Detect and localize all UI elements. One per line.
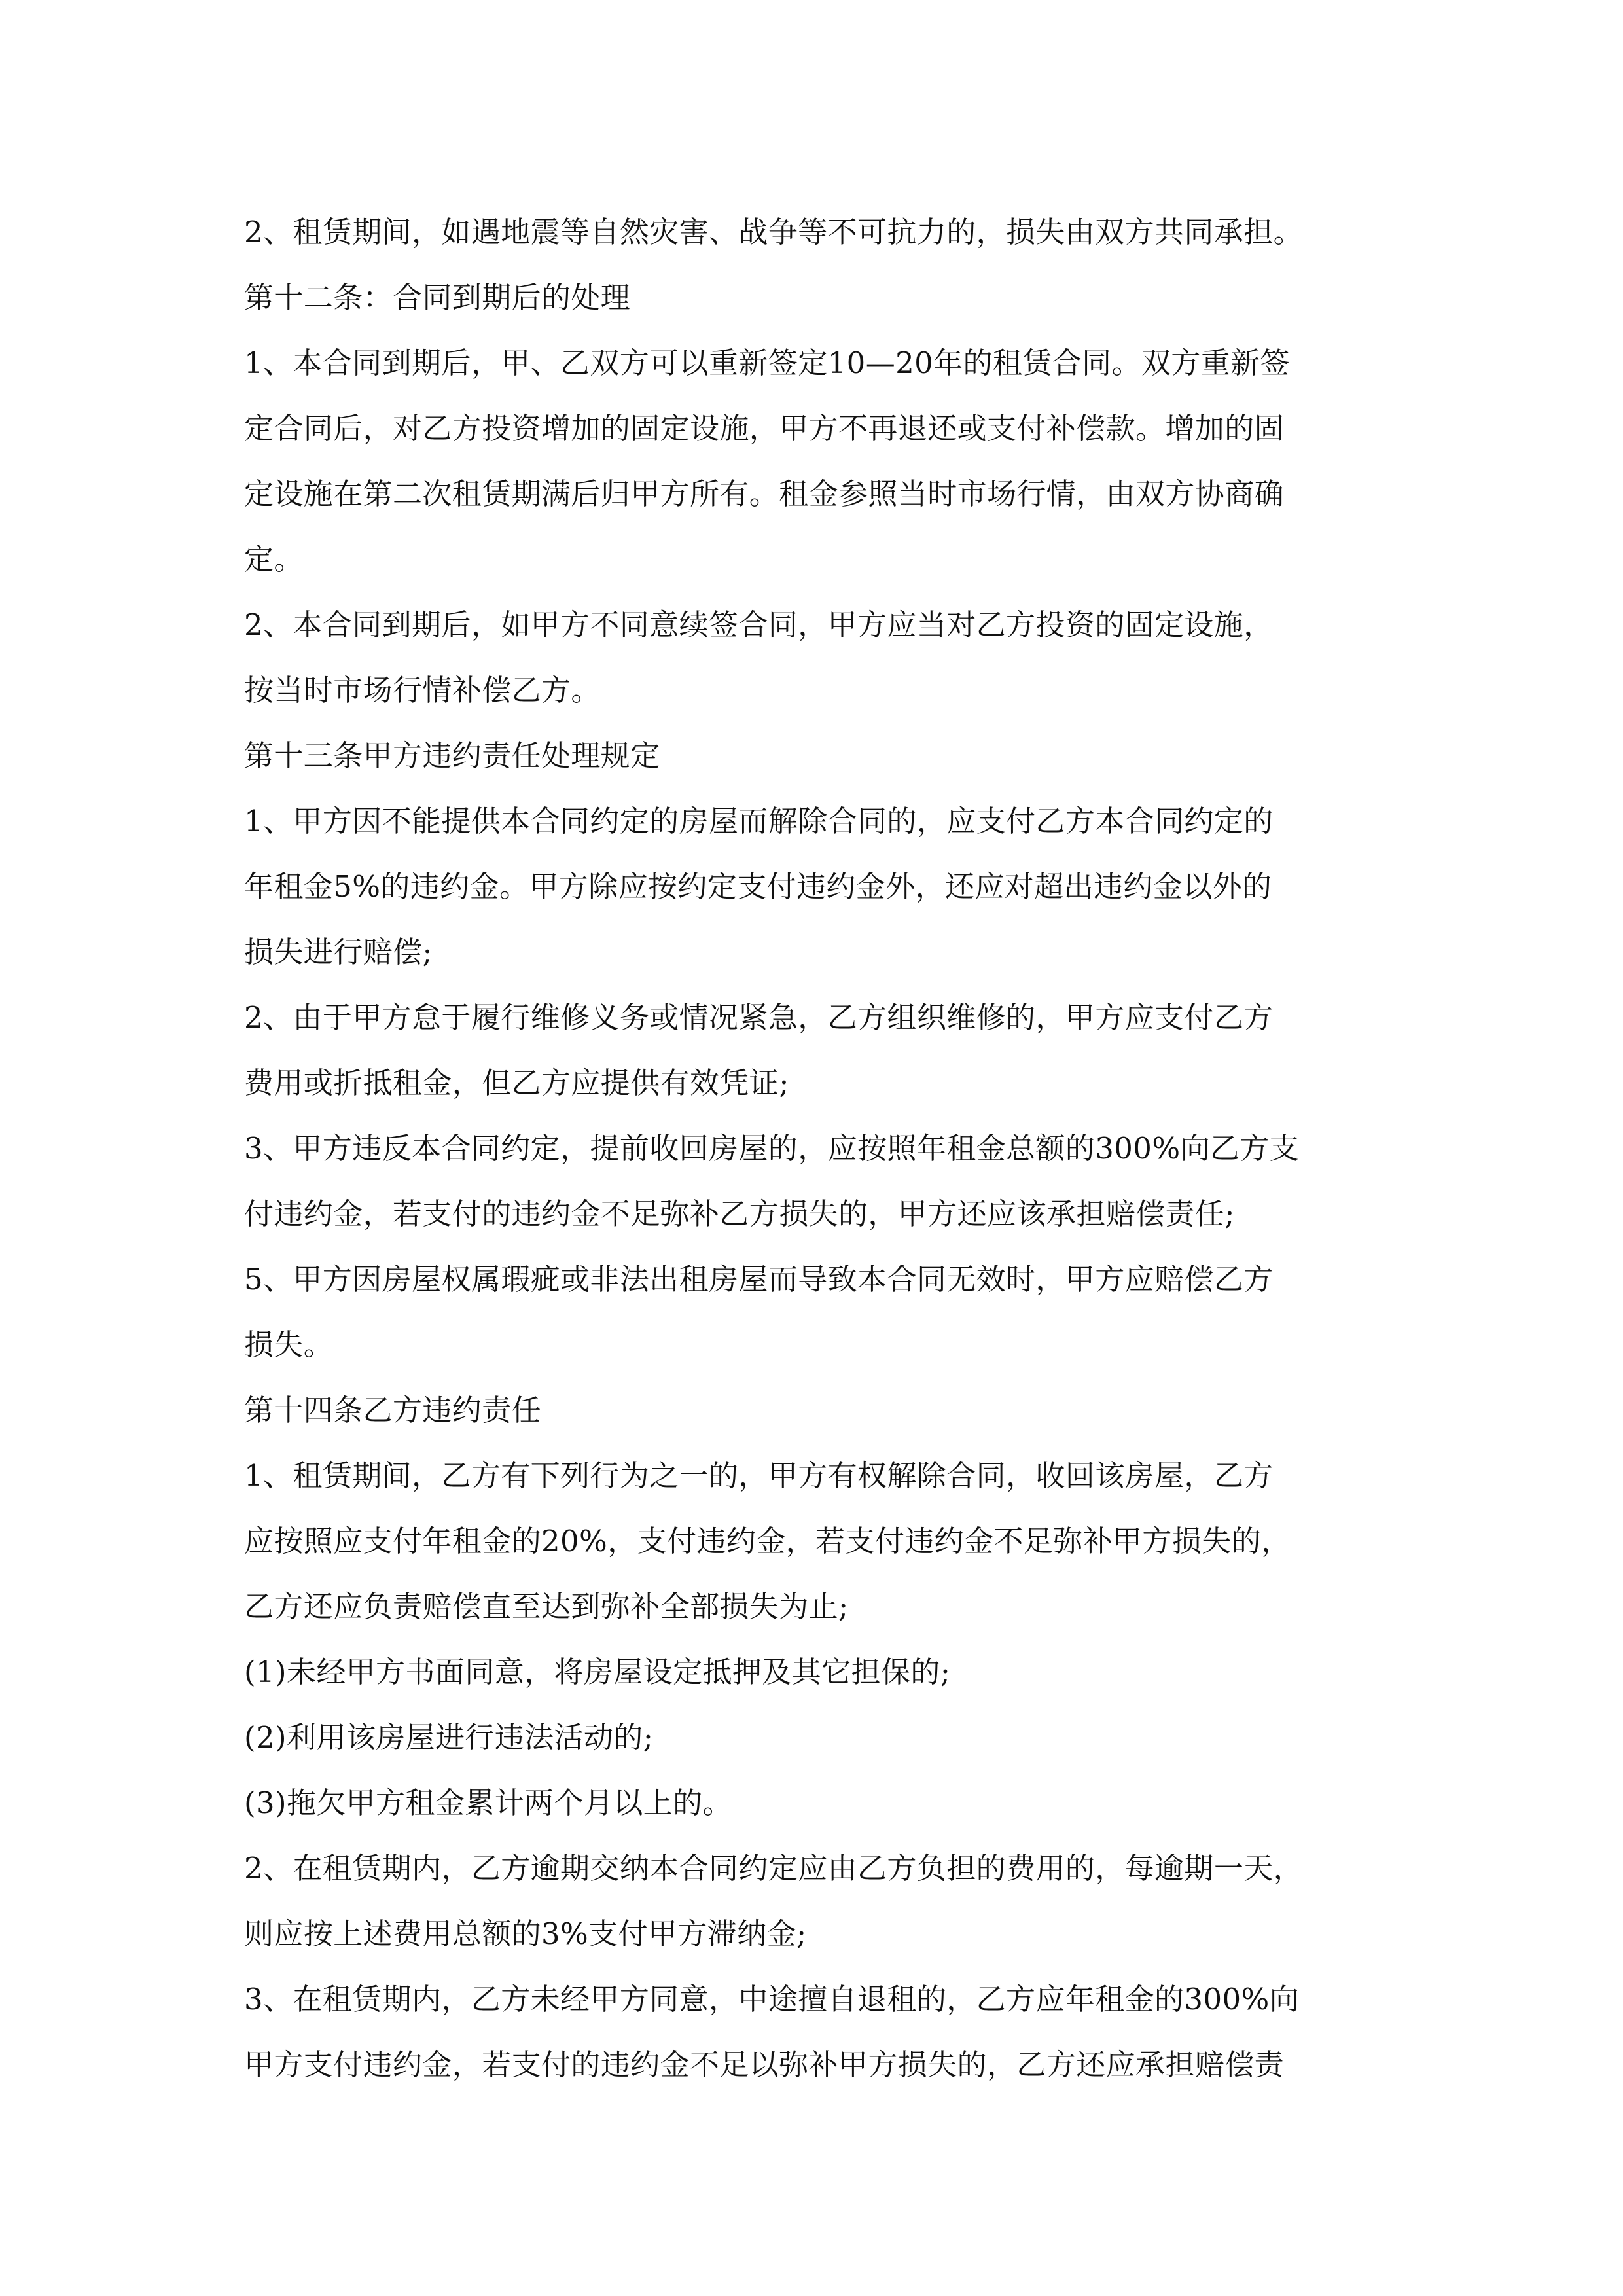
text-line: 2、由于甲方怠于履行维修义务或情况紧急，乙方组织维修的，甲方应支付乙方	[244, 1000, 1274, 1035]
text-line: 费用或折抵租金，但乙方应提供有效凭证;	[244, 1066, 789, 1100]
section-heading: 第十四条乙方违约责任	[244, 1393, 542, 1427]
document-body	[244, 200, 1393, 2098]
text-line: 乙方还应负责赔偿直至达到弥补全部损失为止;	[244, 1589, 849, 1624]
text-line: 5、甲方因房屋权属瑕疵或非法出租房屋而导致本合同无效时，甲方应赔偿乙方	[244, 1262, 1274, 1297]
text-line: 损失。	[244, 1327, 334, 1362]
text-line: 1、租赁期间，乙方有下列行为之一的，甲方有权解除合同，收回该房屋，乙方	[244, 1458, 1274, 1493]
text-line: 1、甲方因不能提供本合同约定的房屋而解除合同的，应支付乙方本合同约定的	[244, 804, 1274, 838]
text-line: 损失进行赔偿;	[244, 935, 433, 969]
text-line: 定。	[244, 542, 304, 577]
section-heading: 第十三条甲方违约责任处理规定	[244, 738, 660, 773]
text-line: 2、本合同到期后，如甲方不同意续签合同，甲方应当对乙方投资的固定设施，	[244, 607, 1274, 642]
text-line: (2)利用该房屋进行违法活动的;	[244, 1720, 654, 1755]
text-line: 定合同后，对乙方投资增加的固定设施，甲方不再退还或支付补偿款。增加的固	[244, 411, 1285, 446]
text-line: (3)拖欠甲方租金累计两个月以上的。	[244, 1785, 732, 1820]
text-line: 甲方支付违约金，若支付的违约金不足以弥补甲方损失的，乙方还应承担赔偿责	[244, 2047, 1285, 2082]
section-heading: 第十二条：合同到期后的处理	[244, 280, 631, 315]
text-line: 年租金5%的违约金。甲方除应按约定支付违约金外，还应对超出违约金以外的	[244, 869, 1272, 904]
text-line: (1)未经甲方书面同意，将房屋设定抵押及其它担保的;	[244, 1655, 951, 1689]
text-line: 按当时市场行情补偿乙方。	[244, 673, 601, 708]
text-line: 应按照应支付年租金的20%，支付违约金，若支付违约金不足弥补甲方损失的，	[244, 1524, 1291, 1558]
text-line: 定设施在第二次租赁期满后归甲方所有。租金参照当时市场行情，由双方协商确	[244, 476, 1285, 511]
text-line: 2、在租赁期内，乙方逾期交纳本合同约定应由乙方负担的费用的，每逾期一天，	[244, 1851, 1304, 1886]
text-line: 1、本合同到期后，甲、乙双方可以重新签定10—20年的租赁合同。双方重新签	[244, 346, 1290, 380]
text-line: 则应按上述费用总额的3%支付甲方滞纳金;	[244, 1916, 807, 1951]
text-line: 3、在租赁期内，乙方未经甲方同意，中途擅自退租的，乙方应年租金的300%向	[244, 1982, 1300, 2017]
text-line: 2、租赁期间，如遇地震等自然灾害、战争等不可抗力的，损失由双方共同承担。	[244, 215, 1304, 249]
text-line: 3、甲方违反本合同约定，提前收回房屋的，应按照年租金总额的300%向乙方支	[244, 1131, 1300, 1166]
text-line: 付违约金，若支付的违约金不足弥补乙方损失的，甲方还应该承担赔偿责任;	[244, 1196, 1235, 1231]
